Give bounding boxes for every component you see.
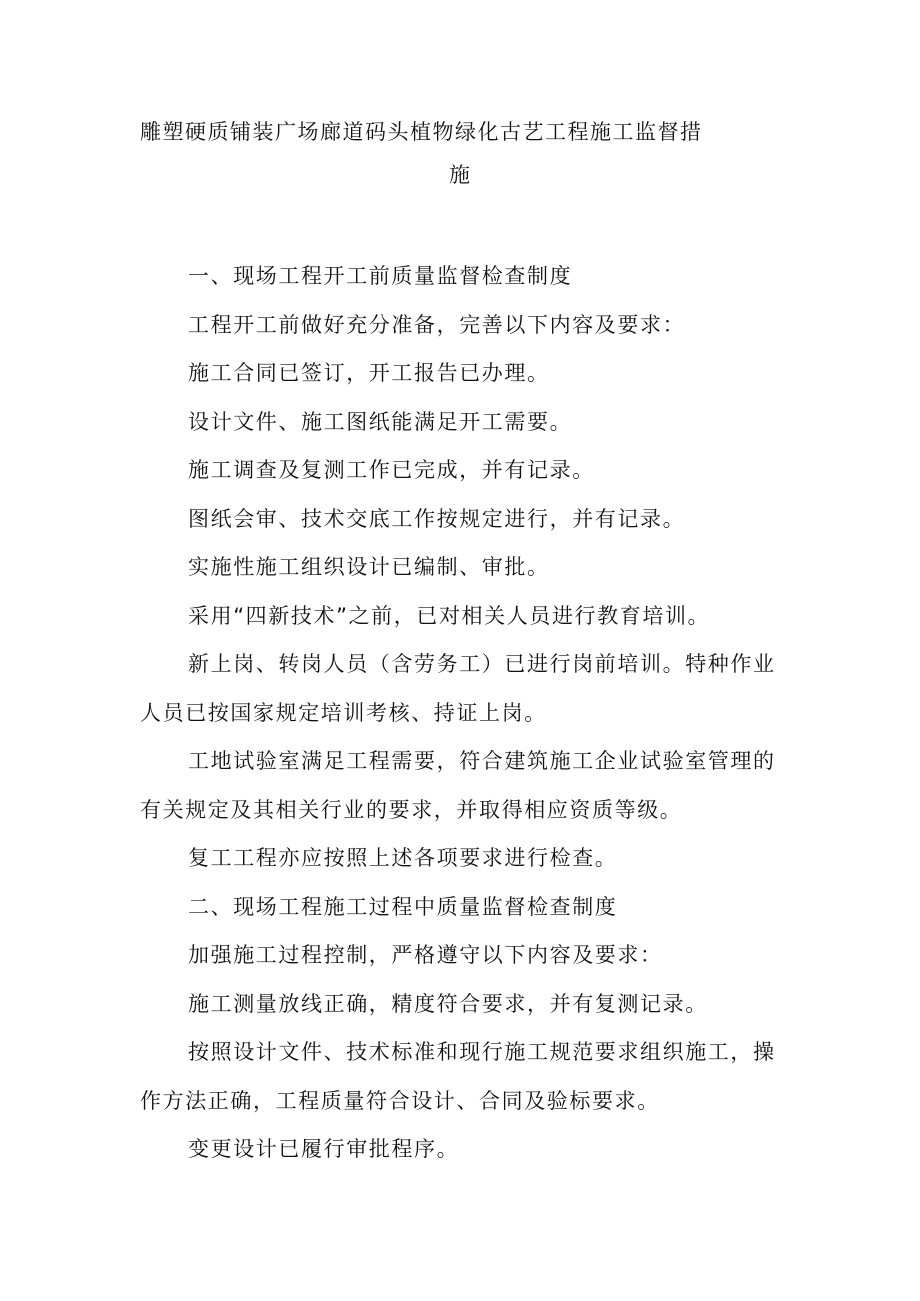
document-title-line-1: 雕塑硬质铺装广场廊道码头植物绿化古艺工程施工监督措 xyxy=(140,120,703,144)
section-heading-1: 一、现场工程开工前质量监督检查制度 xyxy=(188,264,573,288)
paragraph: 施工合同已签订，开工报告已办理。 xyxy=(188,361,550,385)
section-heading-2: 二、现场工程施工过程中质量监督检查制度 xyxy=(188,894,618,919)
paragraph: 按照设计文件、技术标准和现行施工规范要求组织施工，操作方法正确，工程质量符合设计、合同及验标要求。 xyxy=(140,1040,776,1113)
paragraph: 复工工程亦应按照上述各项要求进行检查。 xyxy=(188,846,618,870)
document-body xyxy=(140,252,780,1174)
paragraph: 新上岗、转岗人员（含劳务工）已进行岗前培训。特种作业人员已按国家规定培训考核、持证上岗。 xyxy=(140,652,776,725)
paragraph: 设计文件、施工图纸能满足开工需要。 xyxy=(188,409,573,434)
paragraph: 实施性施工组织设计已编制、审批。 xyxy=(188,555,550,579)
paragraph: 加强施工过程控制，严格遵守以下内容及要求： xyxy=(188,943,663,967)
paragraph: 图纸会审、技术交底工作按规定进行，并有记录。 xyxy=(188,506,686,531)
paragraph: 采用“四新技术”之前，已对相关人员进行教育培训。 xyxy=(188,603,711,628)
paragraph: 施工测量放线正确，精度符合要求，并有复测记录。 xyxy=(188,991,708,1016)
paragraph: 工程开工前做好充分准备，完善以下内容及要求： xyxy=(188,312,686,337)
paragraph: 变更设计已履行审批程序。 xyxy=(188,1137,460,1161)
document-title-line-2: 施 xyxy=(449,163,472,187)
paragraph: 施工调查及复测工作已完成，并有记录。 xyxy=(188,458,595,482)
paragraph: 工地试验室满足工程需要，符合建筑施工企业试验室管理的有关规定及其相关行业的要求，并取得相应资质等级。 xyxy=(140,749,776,822)
